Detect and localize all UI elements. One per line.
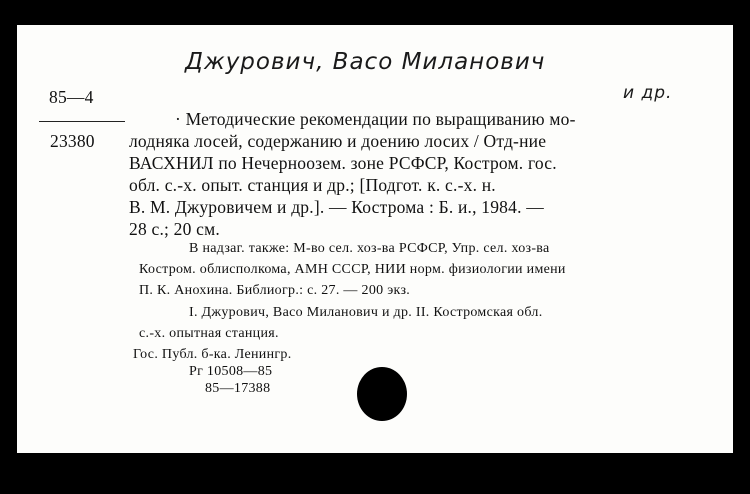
number-divider	[39, 121, 125, 122]
class-number: 85—4	[49, 87, 94, 107]
tracing-line: I. Джурович, Васо Миланович и др. II. Костромская обл.	[189, 305, 543, 320]
and-others-handwritten: и др.	[623, 83, 673, 103]
accession-number: 23380	[50, 131, 95, 151]
tracing-line: с.-х. опытная станция.	[139, 326, 279, 341]
punch-hole	[357, 367, 407, 421]
note-line: Костром. облисполкома, АМН СССР, НИИ норм. физиологии имени	[139, 262, 566, 277]
author-handwritten: Джурович, Васо Миланович	[185, 49, 546, 75]
catalog-card	[17, 25, 733, 453]
title-line: ВАСХНИЛ по Нечерноозем. зоне РСФСР, Костром. гос.	[129, 153, 557, 173]
note-line: В надзаг. также: М-во сел. хоз-ва РСФСР, Упр. сел. хоз-ва	[189, 241, 550, 256]
title-line: В. М. Джуровичем и др.]. — Кострома : Б. и., 1984. —	[129, 197, 544, 217]
title-line: · Методические рекомендации по выращиванию мо-	[175, 109, 576, 129]
card-number: 85—17388	[205, 381, 271, 396]
title-line: обл. с.-х. опыт. станция и др.; [Подгот. к. с.-х. н.	[129, 175, 496, 195]
title-line: лодняка лосей, содержанию и доению лосих / Отд-ние	[129, 131, 547, 151]
scan-border	[736, 0, 750, 494]
registry-number: Рг 10508—85	[189, 364, 273, 379]
title-line: 28 с.; 20 см.	[129, 219, 220, 239]
library-name: Гос. Публ. б-ка. Ленингр.	[133, 347, 292, 362]
note-line: П. К. Анохина. Библиогр.: с. 27. — 200 экз.	[139, 283, 411, 298]
